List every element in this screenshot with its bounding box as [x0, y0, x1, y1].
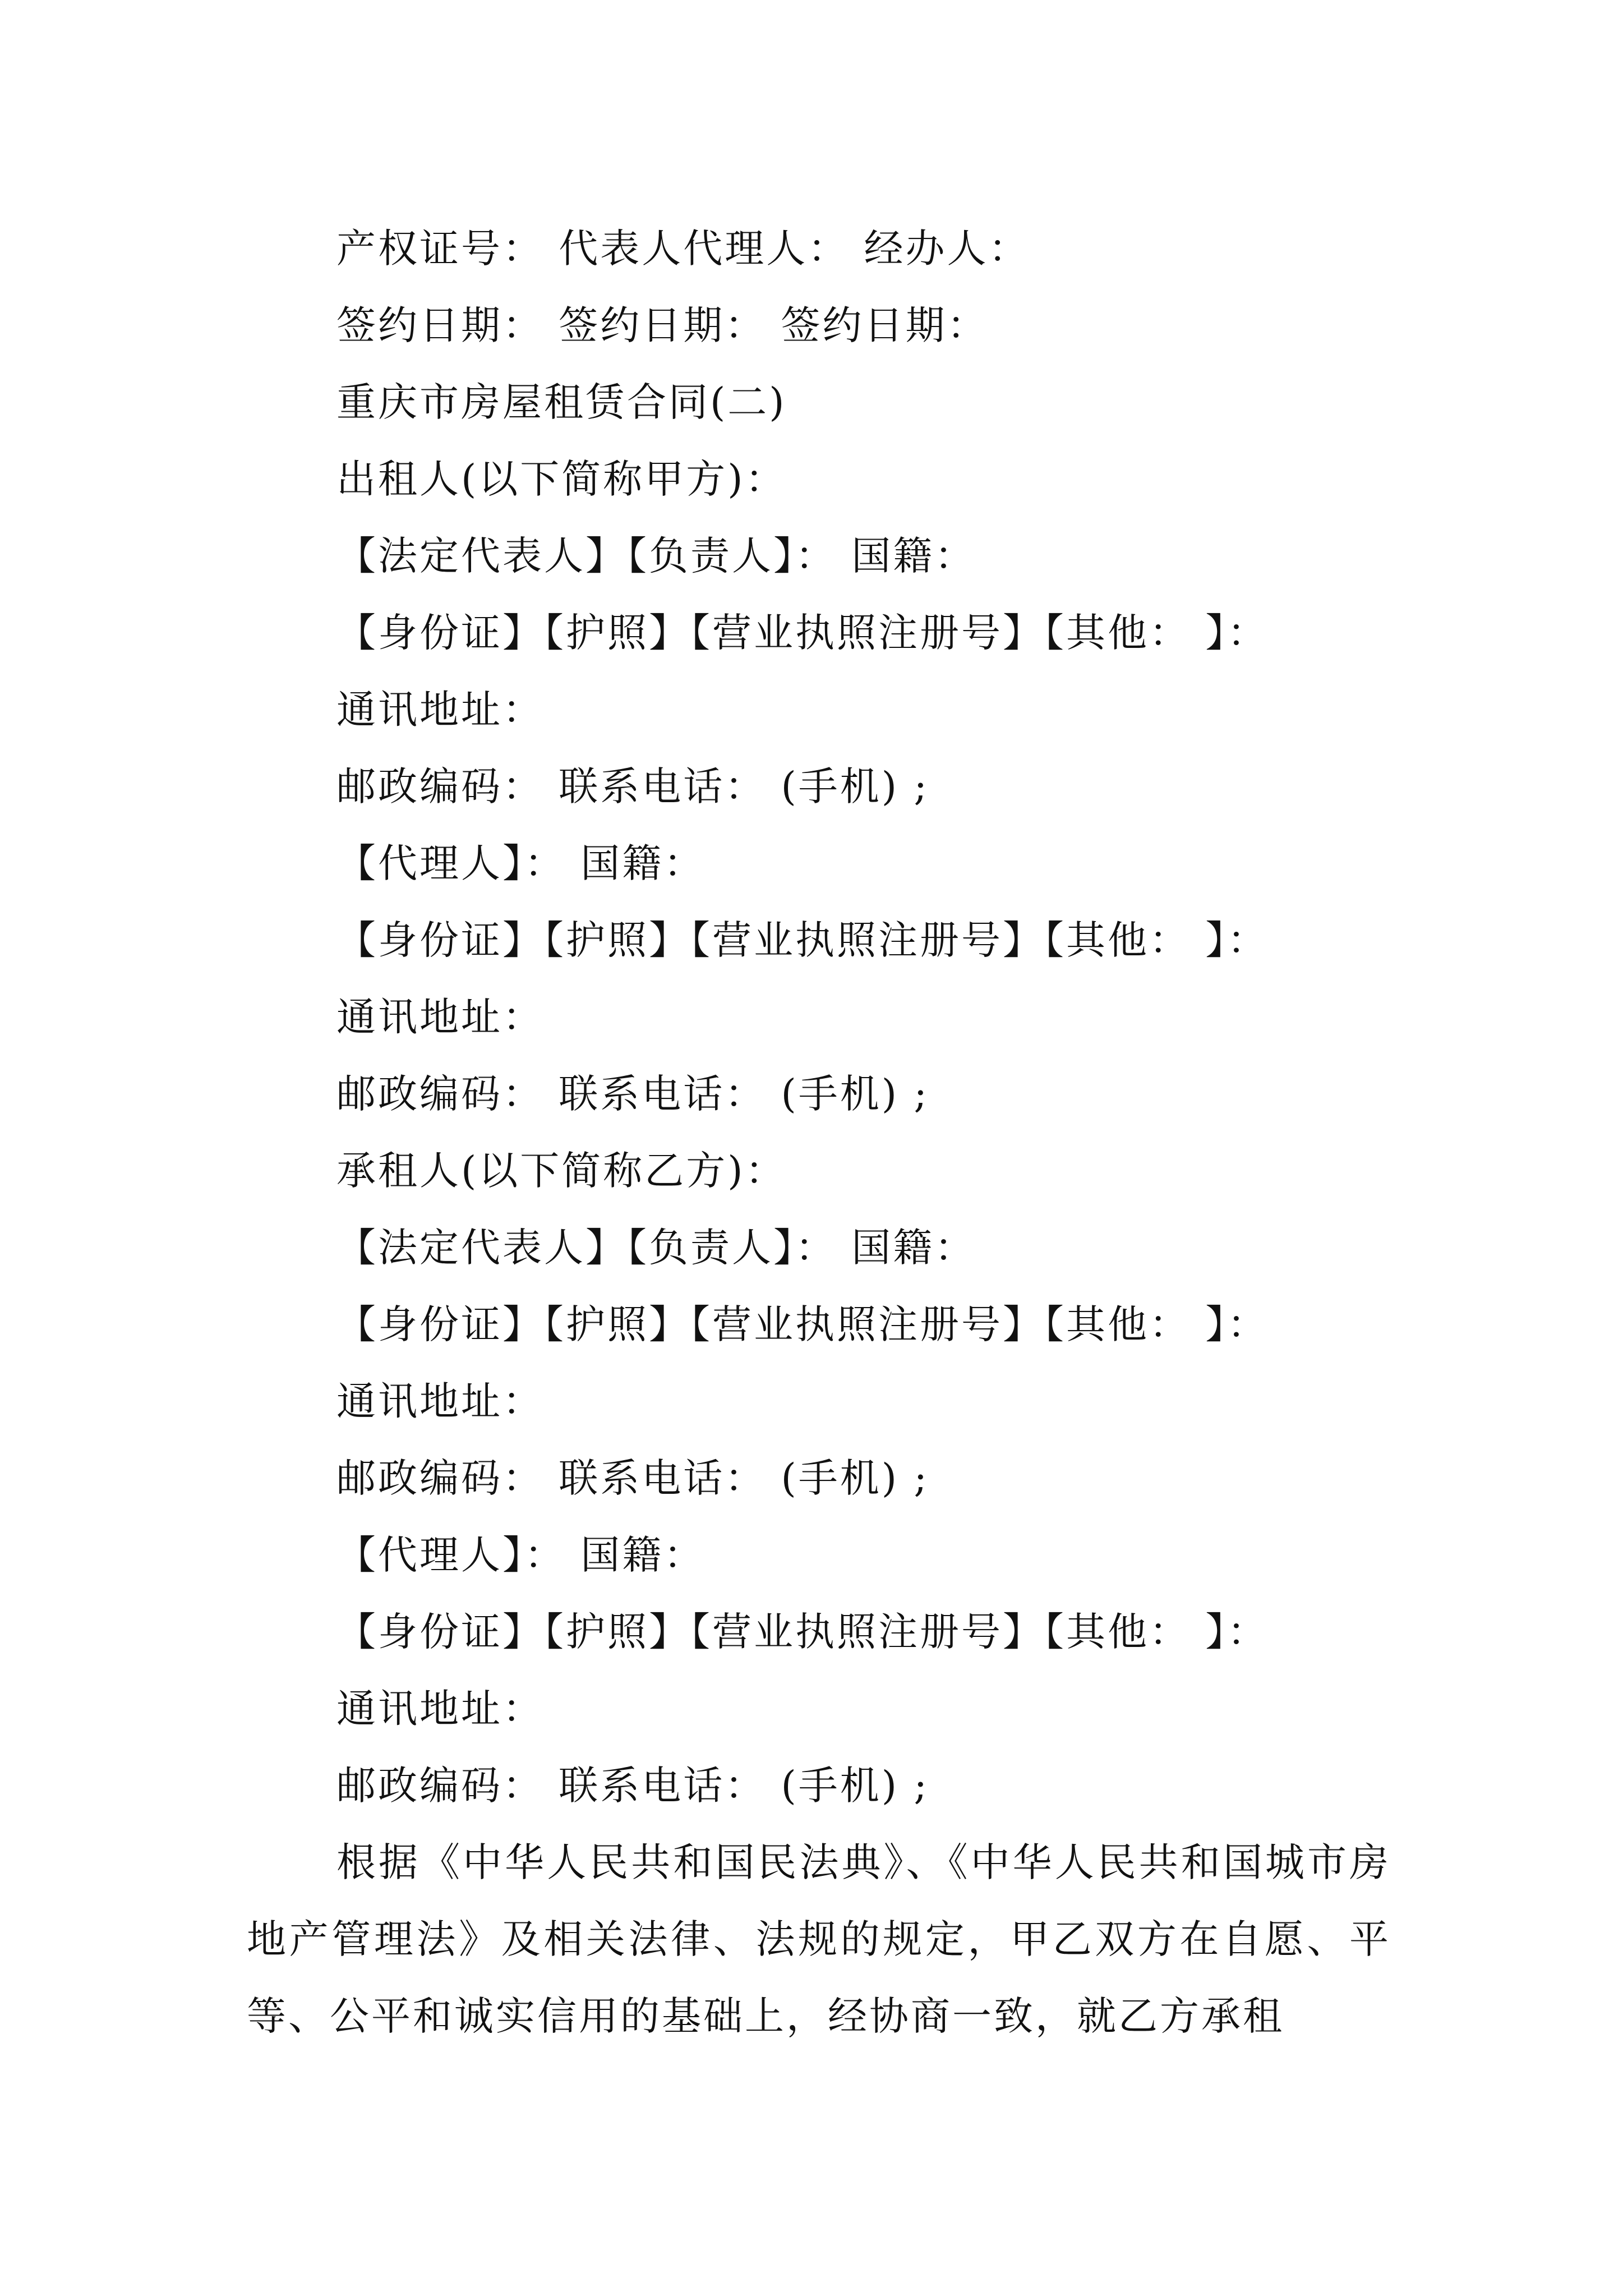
- lessor-agent-contact-line: 邮政编码： 联系电话： (手机) ;: [336, 1071, 929, 1117]
- lessor-heading: 出租人(以下简称甲方)：: [336, 456, 787, 502]
- legal-basis-paragraph: 根据《中华人民共和国民法典》、《中华人民共和国城市房地产管理法》及相关法律、法规的规定，甲乙双方在自愿、平等、公平和诚实信用的基础上，经协商一致，就乙方承租: [247, 1839, 1391, 2039]
- lessor-agent-line: 【代理人】： 国籍：: [336, 840, 706, 886]
- lessor-contact-line: 邮政编码： 联系电话： (手机) ;: [336, 763, 929, 809]
- lessee-representative-line: 【法定代表人】【负责人】： 国籍：: [336, 1225, 976, 1271]
- property-cert-line: 产权证号： 代表人代理人： 经办人：: [336, 226, 1030, 272]
- lessee-contact-line: 邮政编码： 联系电话： (手机) ;: [336, 1455, 929, 1501]
- lessor-agent-id-line: 【身份证】【护照】【营业执照注册号】【其他： 】：: [336, 917, 1269, 963]
- lessee-id-line: 【身份证】【护照】【营业执照注册号】【其他： 】：: [336, 1301, 1269, 1347]
- lessee-agent-contact-line: 邮政编码： 联系电话： (手机) ;: [336, 1763, 929, 1809]
- sign-date-line: 签约日期： 签约日期： 签约日期：: [336, 302, 989, 348]
- lessee-agent-address-line: 通讯地址：: [336, 1686, 544, 1732]
- lessee-agent-line: 【代理人】： 国籍：: [336, 1532, 706, 1578]
- lessor-id-line: 【身份证】【护照】【营业执照注册号】【其他： 】：: [336, 610, 1269, 656]
- lessee-address-line: 通讯地址：: [336, 1378, 544, 1424]
- lessor-representative-line: 【法定代表人】【负责人】： 国籍：: [336, 533, 976, 579]
- lessor-agent-address-line: 通讯地址：: [336, 994, 544, 1040]
- contract-title: 重庆市房屋租赁合同(二): [336, 379, 787, 425]
- lessee-agent-id-line: 【身份证】【护照】【营业执照注册号】【其他： 】：: [336, 1609, 1269, 1655]
- lessee-heading: 承租人(以下简称乙方)：: [336, 1148, 787, 1194]
- lessor-address-line: 通讯地址：: [336, 687, 544, 733]
- document-body: [247, 210, 1391, 2055]
